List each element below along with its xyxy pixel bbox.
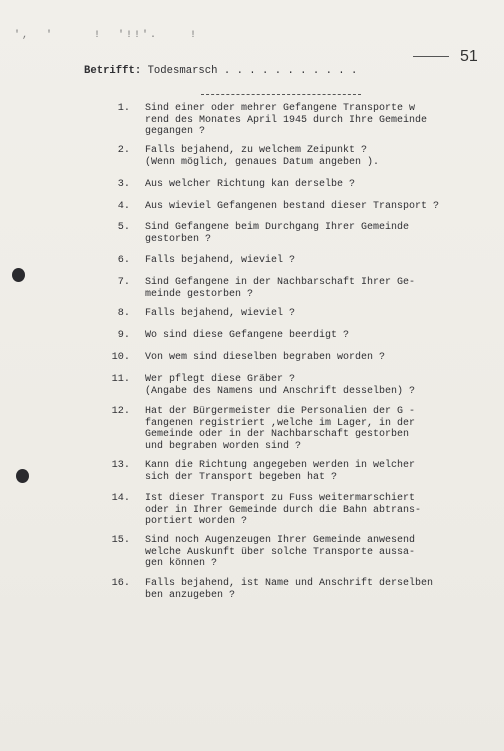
question-text: Aus wieviel Gefangenen bestand dieser Transport ?: [145, 201, 440, 212]
question-text: Sind einer oder mehrer Gefangene Transporte w rend des Monates April 1945 durch Ihre Gemeinde gegangen ?: [145, 103, 428, 137]
question-text: Hat der Bürgermeister die Personalien der G - fangenen registriert ,welche im Lager, in der Gemeinde oder in der Nachbarschaft gestorben und begraben worden sind ?: [145, 406, 416, 452]
question-number: 6.: [117, 255, 130, 266]
question-text: Von wem sind dieselben begraben worden ?: [145, 352, 386, 363]
question-number: 1.: [117, 103, 130, 114]
subject-label: Betrifft:: [84, 65, 142, 77]
question-number: 15.: [111, 535, 130, 546]
question-text: Sind Gefangene beim Durchgang Ihrer Gemeinde gestorben ?: [145, 222, 410, 245]
question-text: Wer pflegt diese Gräber ? (Angabe des Namens und Anschrift desselben) ?: [145, 374, 416, 397]
subject-value: Todesmarsch . . . . . . . . . . .: [147, 65, 358, 77]
question-number: 16.: [111, 578, 130, 589]
question-number: 13.: [111, 460, 130, 471]
question-number: 3.: [117, 179, 130, 190]
question-text: Falls bejahend, wieviel ?: [145, 308, 296, 319]
question-text: Falls bejahend, wieviel ?: [145, 255, 296, 266]
punch-hole-bottom: [16, 469, 29, 483]
punch-hole-top: [12, 268, 25, 282]
question-number: 7.: [117, 277, 130, 288]
question-number: 2.: [117, 145, 130, 156]
question-number: 5.: [117, 222, 130, 233]
page-number-dash: [413, 56, 449, 57]
question-number: 8.: [117, 308, 130, 319]
question-number: 9.: [117, 330, 130, 341]
question-number: 11.: [111, 374, 130, 385]
question-text: Falls bejahend, ist Name und Anschrift derselben ben anzugeben ?: [145, 578, 434, 601]
question-text: Falls bejahend, zu welchem Zeipunkt ? (Wenn möglich, genaues Datum angeben ).: [145, 145, 380, 168]
question-number: 4.: [117, 201, 130, 212]
question-text: Kann die Richtung angegeben werden in welcher sich der Transport begeben hat ?: [145, 460, 416, 483]
separator-rule: [201, 94, 361, 96]
question-number: 14.: [111, 493, 130, 504]
question-number: 10.: [111, 352, 130, 363]
question-text: Sind noch Augenzeugen Ihrer Gemeinde anwesend welche Auskunft über solche Transporte aussa- gen können ?: [145, 535, 416, 569]
subject-line: [84, 65, 357, 77]
question-text: Aus welcher Richtung kan derselbe ?: [145, 179, 356, 190]
page-number: 51: [460, 48, 478, 65]
top-marks: ', ' ! '!!'. !: [14, 30, 199, 41]
question-text: Wo sind diese Gefangene beerdigt ?: [145, 330, 350, 341]
question-text: Sind Gefangene in der Nachbarschaft Ihrer Ge- meinde gestorben ?: [145, 277, 416, 300]
question-number: 12.: [111, 406, 130, 417]
question-text: Ist dieser Transport zu Fuss weitermarschiert oder in Ihrer Gemeinde durch die Bahn abtrans- portiert worden ?: [145, 493, 422, 527]
